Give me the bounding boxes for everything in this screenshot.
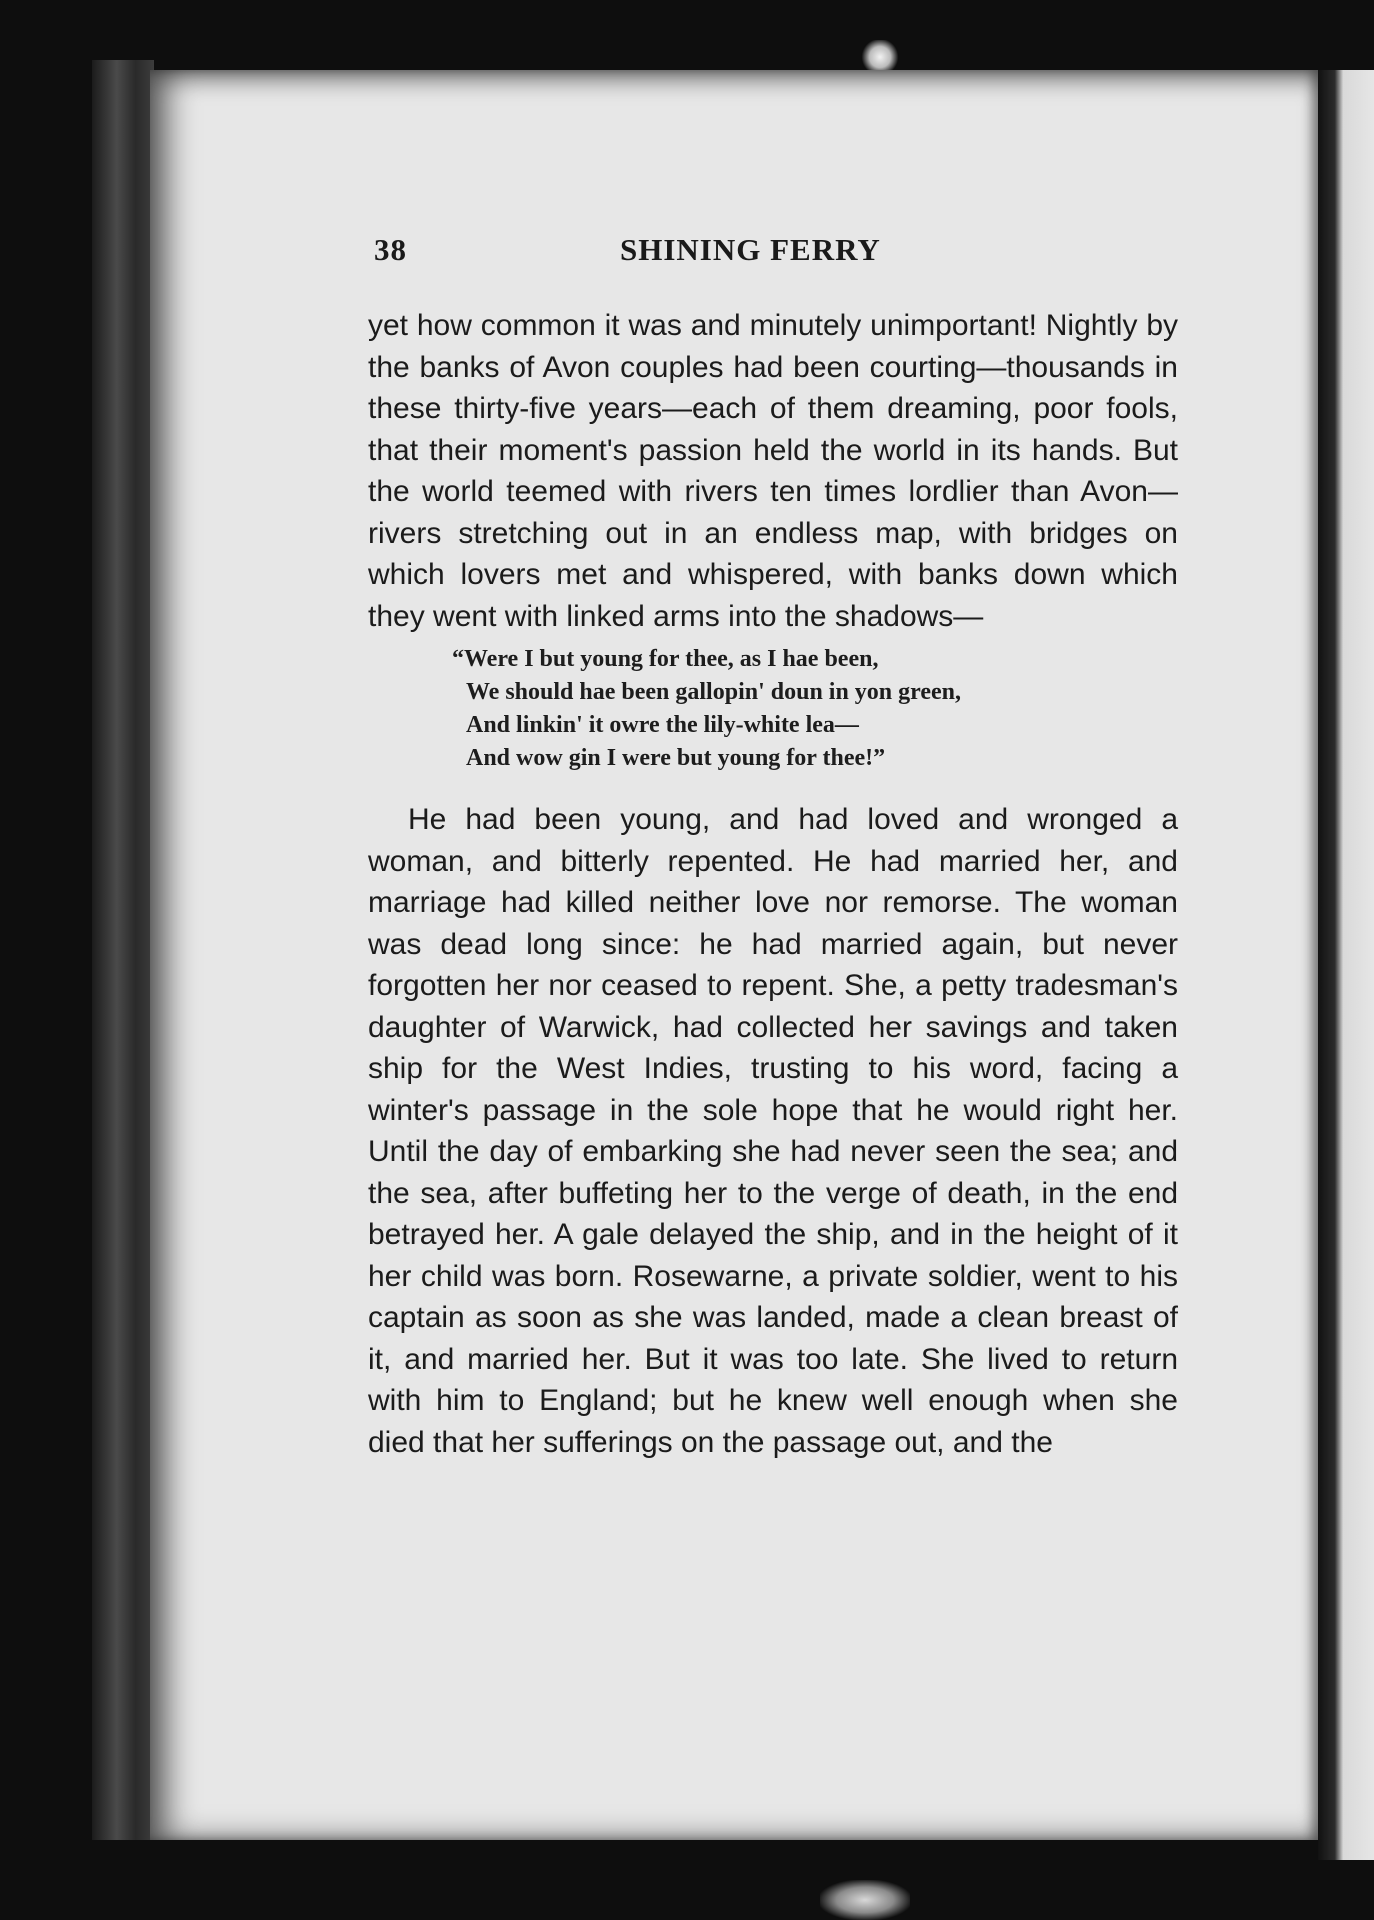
paragraph-2: He had been young, and had loved and wronged a woman, and bitterly repented. He had married her, and marriage had killed neither love nor remorse. The woman was dead long since: he had married again, but never forgotten her nor ceased to repent. She, a petty tradesman's daughter of Warwick, had collected her savings and taken ship for the West Indies, trusting to his word, facing a winter's passage in the sole hope that he would right her. Until the day of embarking she had never seen the sea; and the sea, after buffeting her to the verge of death, in the end betrayed her. A gale delayed the ship, and in the height of it her child was born. Rosewarne, a private soldier, went to his captain as soon as she was landed, made a clean breast of it, and married her. But it was too late. She lived to return with him to England; but he knew well enough when she died that her sufferings on the passage out, and the [368, 803, 1178, 1459]
verse-line-1: “Were I but young for thee, as I hae been, [452, 646, 879, 672]
verse-line-4: And wow gin I were but young for thee!” [466, 745, 886, 771]
scan-smudge-top [860, 40, 900, 74]
adjacent-page-edge [1318, 70, 1374, 1860]
verse-quotation [368, 643, 1178, 775]
scan-smudge-bottom [820, 1880, 910, 1920]
running-title: SHINING FERRY [620, 232, 881, 267]
verse-line-3: And linkin' it owre the lily-white lea— [466, 712, 859, 738]
page-edge-left [92, 60, 154, 1840]
page-number: 38 [374, 232, 407, 267]
verse-line-2: We should hae been gallopin' doun in yon green, [466, 679, 962, 705]
page-body [368, 305, 1178, 1463]
page-header [374, 232, 914, 276]
paragraph-1: yet how common it was and minutely unimportant! Nightly by the banks of Avon couples had been courting—thousands in these thirty-five years—each of them dreaming, poor fools, that their moment's passion held the world in its hands. But the world teemed with rivers ten times lordlier than Avon—rivers stretching out in an endless map, with bridges on which lovers met and whispered, with banks down which they went with linked arms into the shadows— [368, 309, 1178, 633]
